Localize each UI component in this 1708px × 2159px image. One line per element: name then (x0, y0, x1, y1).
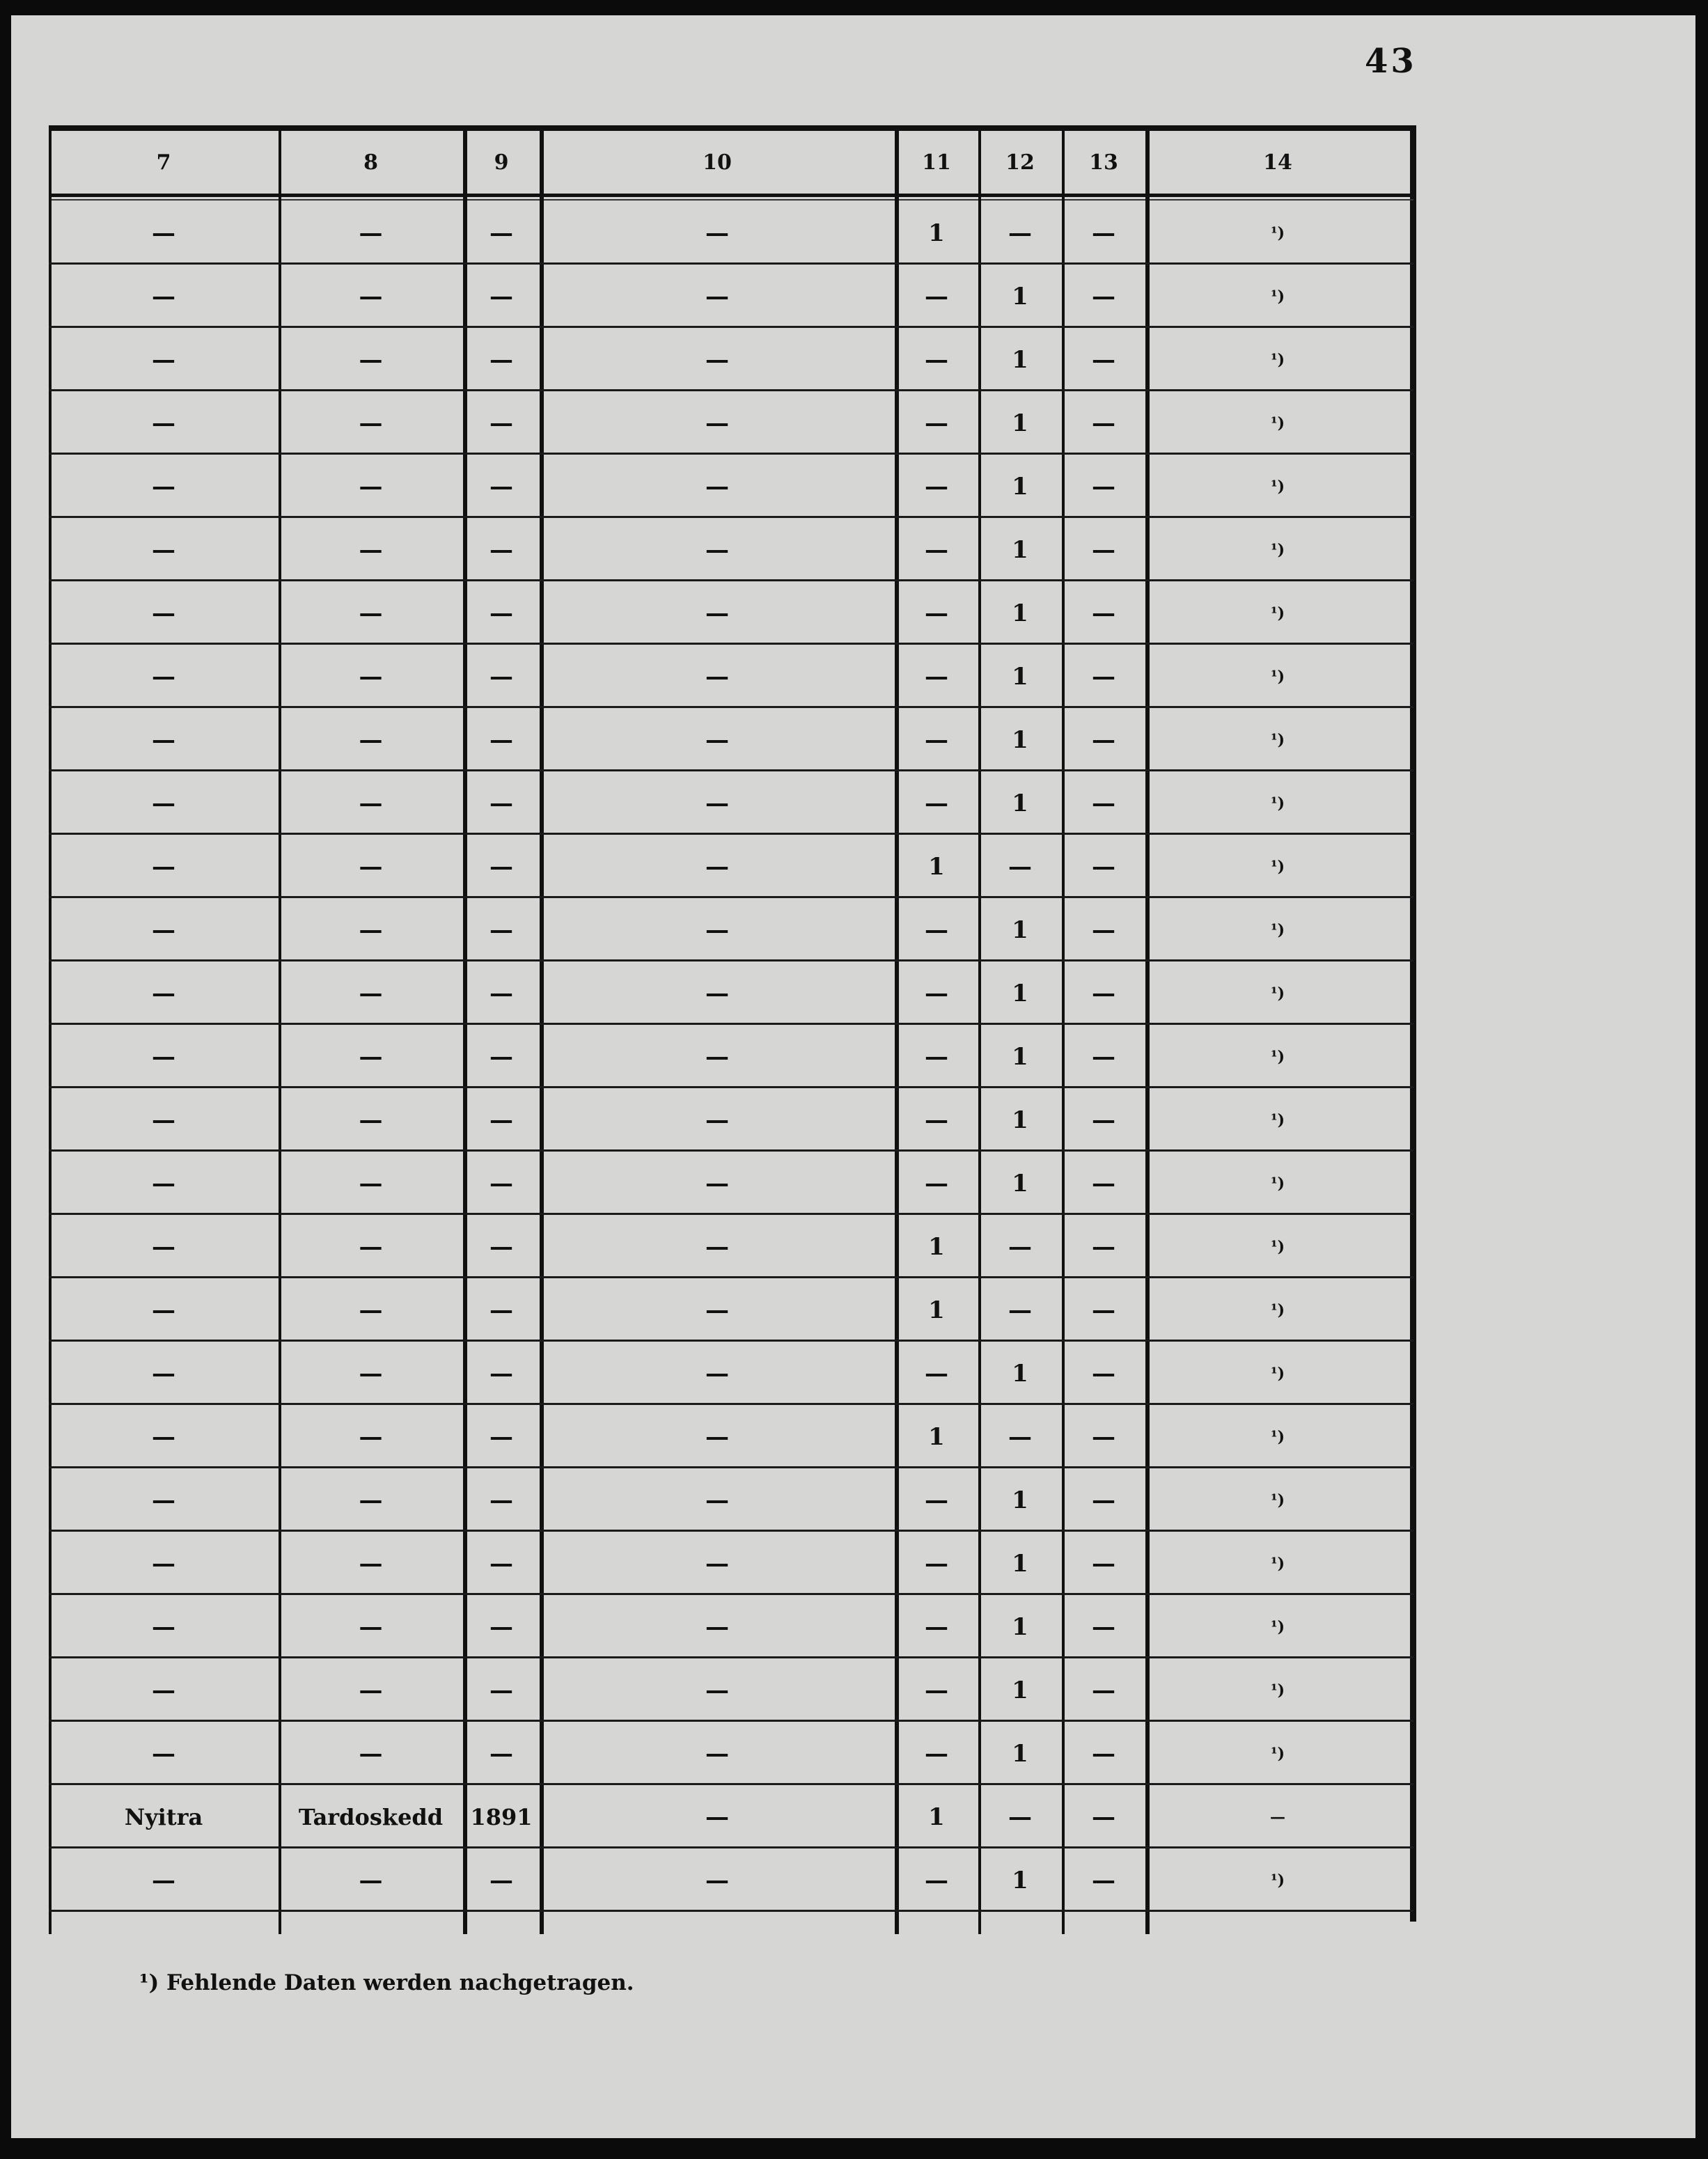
table-cell-col8: — (359, 599, 383, 627)
table-cell-col7: — (152, 790, 175, 817)
row-rule (49, 1403, 1413, 1405)
table-cell-col13: — (1092, 1106, 1115, 1134)
table-cell-col7: Nyitra (124, 1804, 203, 1830)
table-cell-col13: — (1092, 980, 1115, 1007)
table-row (49, 1722, 1413, 1785)
row-rule (49, 262, 1413, 265)
table-cell-col12: 1 (1012, 346, 1028, 374)
table-cell-col13: — (1092, 1486, 1115, 1514)
table-cell-col13: — (1092, 536, 1115, 564)
table-cell-col9: — (489, 853, 513, 881)
table-cell-col10: — (705, 1360, 729, 1388)
table-cell-col14: ¹) (1270, 668, 1285, 686)
table-cell-col10: — (705, 1043, 729, 1071)
table-cell-col13: — (1092, 1740, 1115, 1768)
table-cell-col14: ¹) (1270, 604, 1285, 622)
table-cell-col10: — (705, 1803, 729, 1831)
table-cell-col9: — (489, 536, 513, 564)
row-rule (49, 1910, 1413, 1912)
table-cell-col12: 1 (1012, 1170, 1028, 1198)
table-cell-col11: — (925, 409, 948, 437)
table-cell-col8: — (359, 790, 383, 817)
table-cell-col8: — (359, 1296, 383, 1324)
table-cell-col10: — (705, 1423, 729, 1451)
table-cell-col9: — (489, 1233, 513, 1261)
table-cell-col9: — (489, 1613, 513, 1641)
column-header-13: 13 (1089, 150, 1118, 175)
table-cell-col12: 1 (1012, 726, 1028, 754)
table-cell-col11: — (925, 1486, 948, 1514)
table-cell-col14: ¹) (1270, 1238, 1285, 1256)
table-row (49, 1152, 1413, 1215)
table-cell-col8: — (359, 1740, 383, 1768)
table-cell-col10: — (705, 473, 729, 501)
table-cell-col11: 1 (928, 1423, 945, 1451)
table-cell-col12: — (1008, 1233, 1032, 1261)
table-cell-col14: ¹) (1270, 984, 1285, 1003)
table-cell-col7: — (152, 409, 175, 437)
table-cell-col9: — (489, 1677, 513, 1704)
table-cell-col14: — (1270, 1808, 1285, 1826)
table-cell-col7: — (152, 1677, 175, 1704)
table-cell-col9: — (489, 409, 513, 437)
table-cell-col11: — (925, 663, 948, 691)
table-cell-col8: — (359, 536, 383, 564)
table-cell-col10: — (705, 599, 729, 627)
table-row (49, 202, 1413, 265)
table-cell-col10: — (705, 1550, 729, 1578)
table-cell-col10: — (705, 219, 729, 247)
table-cell-col7: — (152, 1233, 175, 1261)
table-cell-col7: — (152, 1613, 175, 1641)
table-cell-col8: — (359, 1613, 383, 1641)
table-cell-col7: — (152, 1740, 175, 1768)
table-cell-col10: — (705, 1613, 729, 1641)
table-cell-col11: — (925, 536, 948, 564)
column-header-12: 12 (1005, 150, 1035, 175)
table-row (49, 1659, 1413, 1722)
table-cell-col12: 1 (1012, 1613, 1028, 1641)
column-header-9: 9 (494, 150, 509, 175)
table-cell-col8: — (359, 1170, 383, 1198)
table-cell-col14: ¹) (1270, 414, 1285, 432)
row-rule (49, 1149, 1413, 1152)
table-cell-col14: ¹) (1270, 921, 1285, 939)
row-rule (49, 389, 1413, 391)
table-cell-col12: 1 (1012, 1867, 1028, 1894)
table-cell-col11: 1 (928, 1233, 945, 1261)
table-row (49, 709, 1413, 771)
table-cell-col11: — (925, 1677, 948, 1704)
table-cell-col8: — (359, 1423, 383, 1451)
table-cell-col7: — (152, 536, 175, 564)
row-rule (49, 1086, 1413, 1088)
table-cell-col7: — (152, 1486, 175, 1514)
table-cell-col8: — (359, 283, 383, 311)
table-cell-col10: — (705, 283, 729, 311)
table-row (49, 835, 1413, 898)
table-cell-col14: ¹) (1270, 478, 1285, 496)
table-cell-col7: — (152, 726, 175, 754)
table-cell-col10: — (705, 853, 729, 881)
table-cell-col9: — (489, 1867, 513, 1894)
row-rule (49, 1530, 1413, 1532)
table-cell-col14: ¹) (1270, 288, 1285, 306)
table-cell-col11: — (925, 473, 948, 501)
table-cell-col11: — (925, 790, 948, 817)
table-cell-col13: — (1092, 599, 1115, 627)
table-cell-col12: 1 (1012, 1106, 1028, 1134)
table-cell-col10: — (705, 1296, 729, 1324)
table-cell-col13: — (1092, 283, 1115, 311)
table-cell-col9: — (489, 346, 513, 374)
column-header-11: 11 (922, 150, 951, 175)
table-cell-col10: — (705, 1170, 729, 1198)
table-cell-col7: — (152, 1106, 175, 1134)
table-cell-col9: — (489, 219, 513, 247)
table-row (49, 329, 1413, 391)
table-cell-col11: — (925, 346, 948, 374)
table-cell-col12: 1 (1012, 1677, 1028, 1704)
table-cell-col12: 1 (1012, 473, 1028, 501)
row-rule (49, 643, 1413, 645)
table-cell-col13: — (1092, 1677, 1115, 1704)
table-cell-col12: 1 (1012, 1740, 1028, 1768)
table-cell-col13: — (1092, 790, 1115, 817)
table-cell-col12: 1 (1012, 916, 1028, 944)
table-cell-col11: — (925, 1613, 948, 1641)
table-cell-col8: — (359, 980, 383, 1007)
table-cell-col9: — (489, 1423, 513, 1451)
table-cell-col7: — (152, 980, 175, 1007)
scan-border-right (1695, 0, 1708, 2159)
table-cell-col7: — (152, 283, 175, 311)
table-cell-col13: — (1092, 1550, 1115, 1578)
table-cell-col13: — (1092, 1613, 1115, 1641)
table-row (49, 1406, 1413, 1468)
table-cell-col13: — (1092, 346, 1115, 374)
table-cell-col14: ¹) (1270, 1681, 1285, 1699)
table-cell-col13: — (1092, 1360, 1115, 1388)
table-cell-col11: 1 (928, 1803, 945, 1831)
row-rule (49, 1466, 1413, 1468)
column-header-7: 7 (156, 150, 171, 175)
table-cell-col7: — (152, 1296, 175, 1324)
table-cell-col9: — (489, 1296, 513, 1324)
table-row (49, 899, 1413, 961)
table-cell-col8: — (359, 1550, 383, 1578)
row-rule (49, 1340, 1413, 1342)
table-cell-col9: — (489, 599, 513, 627)
table-cell-col9: — (489, 1740, 513, 1768)
table-cell-col10: — (705, 1106, 729, 1134)
row-rule (49, 833, 1413, 835)
table-cell-col13: — (1092, 1043, 1115, 1071)
table-cell-col8: — (359, 726, 383, 754)
table-cell-col8: — (359, 853, 383, 881)
table-cell-col14: ¹) (1270, 351, 1285, 369)
column-header-10: 10 (703, 150, 732, 175)
table-cell-col14: ¹) (1270, 1048, 1285, 1066)
table-cell-col10: — (705, 1486, 729, 1514)
table-cell-col8: — (359, 1677, 383, 1704)
table-cell-col10: — (705, 980, 729, 1007)
column-header-14: 14 (1263, 150, 1292, 175)
table-cell-col7: — (152, 1423, 175, 1451)
table-cell-col10: — (705, 1233, 729, 1261)
table-cell-col13: — (1092, 473, 1115, 501)
row-rule (49, 1023, 1413, 1025)
table-cell-col10: — (705, 346, 729, 374)
table-cell-col8: — (359, 663, 383, 691)
table-cell-col7: — (152, 599, 175, 627)
table-cell-col11: — (925, 980, 948, 1007)
table-cell-col8: — (359, 409, 383, 437)
table-cell-col12: — (1008, 1423, 1032, 1451)
table-cell-col14: ¹) (1270, 1428, 1285, 1446)
table-cell-col9: — (489, 916, 513, 944)
table-cell-col13: — (1092, 409, 1115, 437)
table-cell-col11: 1 (928, 853, 945, 881)
table-cell-col12: 1 (1012, 790, 1028, 817)
table-cell-col8: — (359, 1043, 383, 1071)
table-cell-col7: — (152, 853, 175, 881)
table-cell-col14: ¹) (1270, 224, 1285, 242)
table-cell-col10: — (705, 790, 729, 817)
column-header-8: 8 (363, 150, 378, 175)
table-cell-col14: ¹) (1270, 1175, 1285, 1193)
table-cell-col14: ¹) (1270, 1555, 1285, 1573)
table-cell-col7: — (152, 1170, 175, 1198)
table-cell-col10: — (705, 1677, 729, 1704)
table-cell-col12: 1 (1012, 1486, 1028, 1514)
table-cell-col8: — (359, 1106, 383, 1134)
table-cell-col9: — (489, 726, 513, 754)
table-cell-col13: — (1092, 1803, 1115, 1831)
table-cell-col7: — (152, 346, 175, 374)
row-rule (49, 1213, 1413, 1215)
table-cell-col11: — (925, 1106, 948, 1134)
table-cell-col11: — (925, 283, 948, 311)
table-cell-col9: — (489, 790, 513, 817)
table-cell-col11: — (925, 1550, 948, 1578)
table-cell-col12: 1 (1012, 409, 1028, 437)
table-cell-col9: — (489, 1043, 513, 1071)
table-row (49, 392, 1413, 455)
table-cell-col11: — (925, 1043, 948, 1071)
table-row (49, 1216, 1413, 1278)
table-cell-col9: — (489, 980, 513, 1007)
table-cell-col14: ¹) (1270, 1745, 1285, 1763)
row-rule (49, 1783, 1413, 1785)
table-row (49, 1786, 1413, 1848)
table-row (49, 1596, 1413, 1658)
table-row (49, 645, 1413, 708)
table-cell-col11: 1 (928, 219, 945, 247)
table-cell-col13: — (1092, 219, 1115, 247)
row-rule (49, 706, 1413, 708)
table-cell-col8: — (359, 1233, 383, 1261)
table-cell-col11: — (925, 916, 948, 944)
table-cell-col10: — (705, 1740, 729, 1768)
table-cell-col10: — (705, 726, 729, 754)
table-cell-col14: ¹) (1270, 1301, 1285, 1319)
table-cell-col9: — (489, 473, 513, 501)
table-cell-col7: — (152, 219, 175, 247)
table-cell-col9: — (489, 1170, 513, 1198)
table-cell-col10: — (705, 536, 729, 564)
table-cell-col8: Tardoskedd (298, 1804, 444, 1830)
row-rule (49, 769, 1413, 771)
statistics-table (49, 125, 1434, 1929)
footnote: ¹) Fehlende Daten werden nachgetragen. (139, 1970, 634, 1995)
header-bottom-rule-secondary (49, 199, 1413, 201)
table-cell-col9: 1891 (470, 1804, 533, 1830)
row-rule (49, 1593, 1413, 1595)
row-rule (49, 516, 1413, 518)
table-cell-col12: 1 (1012, 980, 1028, 1007)
table-cell-col8: — (359, 1867, 383, 1894)
table-cell-col9: — (489, 1550, 513, 1578)
table-cell-col11: 1 (928, 1296, 945, 1324)
table-row (49, 1279, 1413, 1342)
table-cell-col14: ¹) (1270, 731, 1285, 749)
table-cell-col11: — (925, 1867, 948, 1894)
table-cell-col10: — (705, 916, 729, 944)
table-cell-col8: — (359, 916, 383, 944)
table-top-rule (49, 125, 1413, 131)
table-cell-col11: — (925, 1360, 948, 1388)
table-cell-col14: ¹) (1270, 1491, 1285, 1509)
table-cell-col9: — (489, 1106, 513, 1134)
table-row (49, 1089, 1413, 1152)
row-rule (49, 1846, 1413, 1848)
page-number: 43 (1365, 42, 1417, 81)
table-cell-col9: — (489, 283, 513, 311)
table-cell-col11: — (925, 599, 948, 627)
table-cell-col10: — (705, 663, 729, 691)
table-row (49, 1849, 1413, 1912)
table-cell-col7: — (152, 1360, 175, 1388)
row-rule (49, 453, 1413, 455)
table-row (49, 962, 1413, 1025)
table-cell-col12: 1 (1012, 1550, 1028, 1578)
table-cell-col9: — (489, 1486, 513, 1514)
table-cell-col8: — (359, 1360, 383, 1388)
table-cell-col14: ¹) (1270, 1871, 1285, 1890)
table-cell-col7: — (152, 1043, 175, 1071)
table-cell-col7: — (152, 916, 175, 944)
table-row (49, 1469, 1413, 1532)
table-cell-col13: — (1092, 916, 1115, 944)
table-cell-col13: — (1092, 1170, 1115, 1198)
row-rule (49, 896, 1413, 898)
scan-border-bottom (0, 2138, 1708, 2159)
table-row (49, 519, 1413, 581)
table-cell-col14: ¹) (1270, 541, 1285, 559)
table-cell-col14: ¹) (1270, 1111, 1285, 1129)
table-row (49, 772, 1413, 835)
table-cell-col11: — (925, 1740, 948, 1768)
row-rule (49, 326, 1413, 328)
table-row (49, 455, 1413, 518)
table-cell-col12: 1 (1012, 536, 1028, 564)
table-row (49, 1532, 1413, 1595)
table-cell-col12: 1 (1012, 663, 1028, 691)
table-cell-col10: — (705, 1867, 729, 1894)
row-rule (49, 1656, 1413, 1658)
row-rule (49, 1720, 1413, 1722)
table-cell-col12: 1 (1012, 1043, 1028, 1071)
row-rule (49, 959, 1413, 961)
table-cell-col7: — (152, 1867, 175, 1894)
table-cell-col13: — (1092, 1233, 1115, 1261)
table-cell-col9: — (489, 1360, 513, 1388)
table-cell-col7: — (152, 1550, 175, 1578)
table-cell-col14: ¹) (1270, 794, 1285, 812)
table-cell-col14: ¹) (1270, 1365, 1285, 1383)
table-row (49, 1026, 1413, 1088)
table-cell-col12: — (1008, 1803, 1032, 1831)
table-cell-col11: — (925, 726, 948, 754)
table-cell-col8: — (359, 473, 383, 501)
table-cell-col8: — (359, 346, 383, 374)
table-cell-col13: — (1092, 853, 1115, 881)
table-cell-col8: — (359, 1486, 383, 1514)
table-row (49, 1342, 1413, 1405)
table-cell-col7: — (152, 473, 175, 501)
table-cell-col13: — (1092, 663, 1115, 691)
scan-border-left (0, 0, 11, 2159)
table-cell-col13: — (1092, 1423, 1115, 1451)
table-cell-col14: ¹) (1270, 858, 1285, 876)
row-rule (49, 579, 1413, 581)
table-row (49, 265, 1413, 328)
table-cell-col12: 1 (1012, 599, 1028, 627)
table-cell-col12: 1 (1012, 1360, 1028, 1388)
table-cell-col12: — (1008, 1296, 1032, 1324)
table-cell-col8: — (359, 219, 383, 247)
header-bottom-rule (49, 194, 1413, 197)
table-cell-col12: 1 (1012, 283, 1028, 311)
table-cell-col10: — (705, 409, 729, 437)
table-cell-col12: — (1008, 219, 1032, 247)
table-cell-col9: — (489, 663, 513, 691)
scan-border-top (0, 0, 1708, 15)
table-cell-col13: — (1092, 1296, 1115, 1324)
table-cell-col14: ¹) (1270, 1618, 1285, 1636)
table-cell-col12: — (1008, 853, 1032, 881)
table-cell-col11: — (925, 1170, 948, 1198)
table-row (49, 582, 1413, 645)
row-rule (49, 1276, 1413, 1278)
table-cell-col13: — (1092, 1867, 1115, 1894)
table-cell-col13: — (1092, 726, 1115, 754)
table-cell-col7: — (152, 663, 175, 691)
